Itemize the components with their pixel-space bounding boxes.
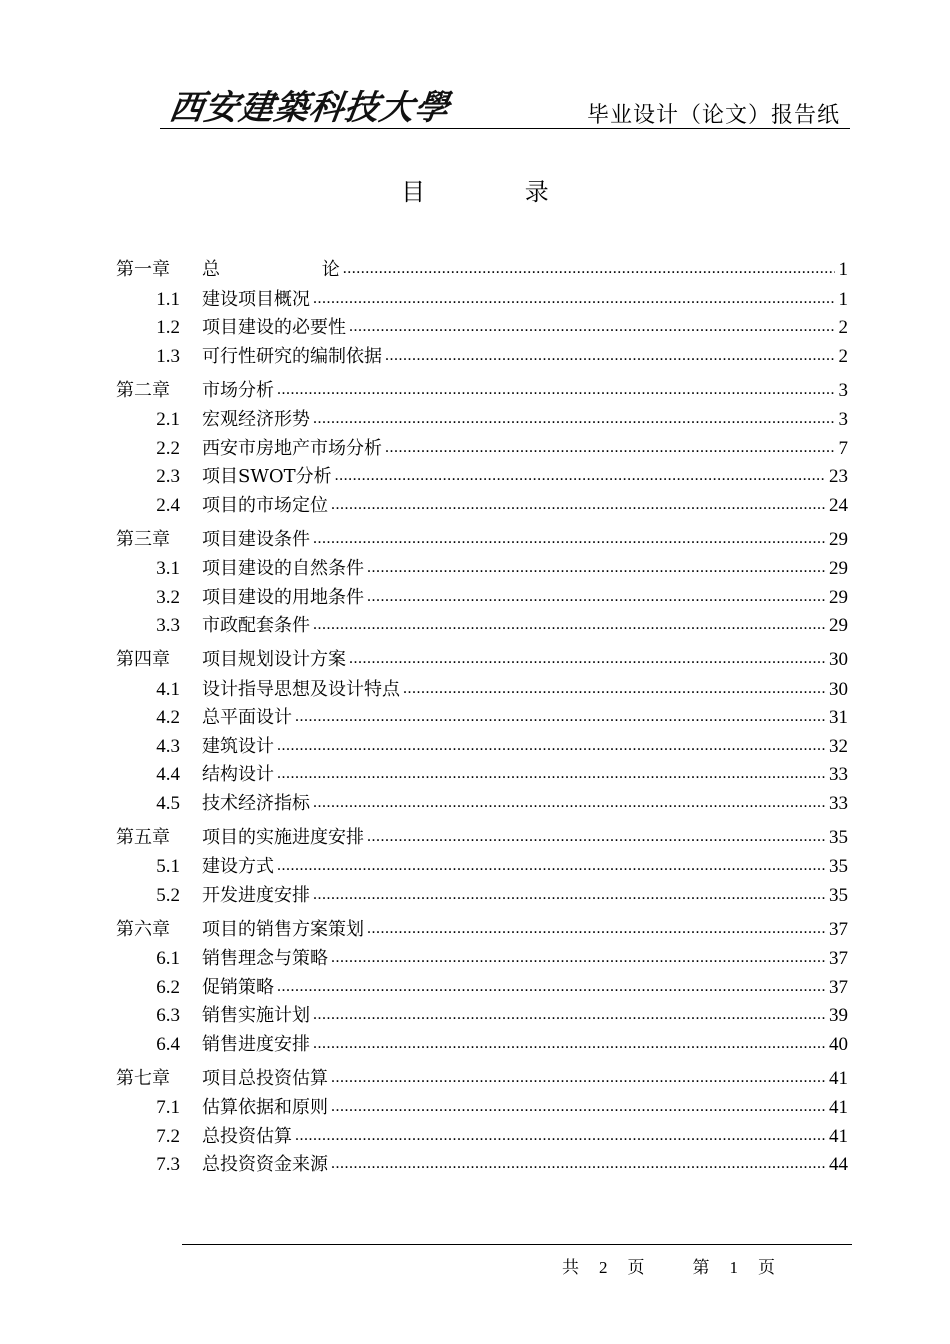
toc-section-entry xyxy=(116,786,848,815)
toc-section-number: 4.3 xyxy=(156,735,180,757)
toc-section-title: 销售理念与策略 xyxy=(202,948,328,969)
toc-dot-leader xyxy=(343,261,835,281)
toc-dot-leader xyxy=(385,348,835,368)
toc-dot-leader xyxy=(385,440,835,460)
toc-section-entry xyxy=(116,311,848,340)
toc-page-number: 3 xyxy=(838,379,848,401)
toc-page-number: 41 xyxy=(829,1097,848,1118)
toc-section-entry xyxy=(116,282,848,311)
toc-section-title: 建筑设计 xyxy=(202,735,274,757)
toc-section-entry xyxy=(116,488,848,517)
toc-section-number: 6.4 xyxy=(156,1033,180,1055)
toc-chapter-number: 第一章 xyxy=(116,259,170,280)
toc-dot-leader xyxy=(349,651,826,671)
toc-section-title: 西安市房地产市场分析 xyxy=(202,437,382,459)
toc-section-entry xyxy=(116,403,848,432)
toc-dot-leader xyxy=(349,319,835,339)
toc-page-number: 30 xyxy=(829,678,848,700)
toc-chapter-entry xyxy=(116,368,848,403)
toc-section-title: 项目建设的用地条件 xyxy=(202,586,364,608)
toc-section-title: 估算依据和原则 xyxy=(202,1097,328,1118)
toc-dot-leader xyxy=(403,681,826,701)
toc-dot-leader xyxy=(313,531,826,551)
header-title: 毕业设计（论文）报告纸 xyxy=(586,103,840,128)
toc-section-entry xyxy=(116,1119,848,1148)
toc-dot-leader xyxy=(295,1128,826,1148)
toc-page-number: 37 xyxy=(829,976,848,998)
toc-section-number: 4.5 xyxy=(156,792,180,814)
footer-total-prefix: 共 xyxy=(562,1258,579,1278)
toc-section-entry xyxy=(116,999,848,1028)
toc-section-number: 7.3 xyxy=(156,1154,180,1175)
toc-dot-leader xyxy=(277,858,826,878)
toc-dot-leader xyxy=(367,921,826,941)
toc-section-title: 技术经济指标 xyxy=(202,792,310,814)
toc-section-title: 宏观经济形势 xyxy=(202,409,310,430)
toc-page-number: 41 xyxy=(829,1125,848,1147)
footer-current-page: 1 xyxy=(729,1258,738,1277)
toc-page-number: 7 xyxy=(838,437,848,459)
toc-dot-leader xyxy=(331,497,826,517)
toc-section-number: 1.3 xyxy=(156,345,180,367)
toc-chapter-number: 第五章 xyxy=(116,826,170,848)
toc-dot-leader xyxy=(313,887,826,907)
toc-chapter-title: 项目建设条件 xyxy=(202,528,310,550)
toc-chapter-number: 第四章 xyxy=(116,649,170,670)
page-header xyxy=(160,80,850,132)
toc-dot-leader xyxy=(367,589,826,609)
toc-page-number: 32 xyxy=(829,735,848,757)
toc-page-number: 41 xyxy=(829,1067,848,1089)
footer-total-pages: 2 xyxy=(599,1258,608,1277)
toc-section-number: 3.3 xyxy=(156,615,180,636)
toc-chapter-entry xyxy=(116,815,848,850)
toc-page-number: 35 xyxy=(829,856,848,877)
toc-section-entry xyxy=(116,701,848,730)
toc-page-number: 29 xyxy=(829,558,848,579)
toc-page-number: 1 xyxy=(838,259,848,280)
toc-dot-leader xyxy=(313,411,835,431)
toc-dot-leader xyxy=(335,468,826,488)
toc-page-number: 37 xyxy=(829,948,848,969)
toc-section-entry xyxy=(116,850,848,879)
footer-current-suffix: 页 xyxy=(758,1258,775,1278)
toc-section-title: 市政配套条件 xyxy=(202,615,310,636)
toc-section-number: 7.1 xyxy=(156,1097,180,1118)
toc-dot-leader xyxy=(313,1007,826,1027)
toc-dot-leader xyxy=(277,979,826,999)
toc-page-number: 2 xyxy=(838,317,848,338)
toc-section-number: 1.2 xyxy=(156,317,180,338)
toc-page-number: 29 xyxy=(829,528,848,550)
toc-section-entry xyxy=(116,758,848,787)
toc-page-number: 35 xyxy=(829,884,848,906)
header-rule xyxy=(160,128,850,129)
toc-page-number: 1 xyxy=(838,288,848,310)
toc-section-title: 项目建设的必要性 xyxy=(202,317,346,338)
toc-section-number: 2.1 xyxy=(156,409,180,430)
toc-dot-leader xyxy=(313,291,835,311)
toc-section-number: 3.1 xyxy=(156,558,180,579)
toc-section-title: 结构设计 xyxy=(202,764,274,785)
toc-section-number: 3.2 xyxy=(156,586,180,608)
toc-section-entry xyxy=(116,672,848,701)
toc-section-entry xyxy=(116,431,848,460)
toc-page-number: 2 xyxy=(838,345,848,367)
toc-section-title: 总投资估算 xyxy=(202,1125,292,1147)
toc-dot-leader xyxy=(277,766,826,786)
toc-page-number: 35 xyxy=(829,826,848,848)
toc-dot-leader xyxy=(313,795,826,815)
toc-section-number: 4.2 xyxy=(156,707,180,728)
toc-dot-leader xyxy=(277,738,826,758)
university-logo: 西安建築科技大學 xyxy=(166,88,453,128)
toc-section-number: 4.1 xyxy=(156,678,180,700)
toc-page-number: 33 xyxy=(829,764,848,785)
toc-page-number: 33 xyxy=(829,792,848,814)
toc-page-number: 24 xyxy=(829,494,848,516)
toc-page-number: 40 xyxy=(829,1033,848,1055)
toc-chapter-title: 市场分析 xyxy=(202,379,274,401)
toc-chapter-title: 项目的销售方案策划 xyxy=(202,918,364,940)
toc-section-entry xyxy=(116,609,848,638)
toc-chapter-entry xyxy=(116,252,848,282)
toc-chapter-entry xyxy=(116,517,848,552)
toc-section-entry xyxy=(116,729,848,758)
toc-section-title: 项目SWOT分析 xyxy=(202,466,332,487)
toc-section-entry xyxy=(116,1148,848,1177)
toc-dot-leader xyxy=(331,1099,826,1119)
toc-section-title: 销售实施计划 xyxy=(202,1005,310,1026)
toc-chapter-number: 第三章 xyxy=(116,528,170,550)
toc-section-entry xyxy=(116,970,848,999)
toc-chapter-entry xyxy=(116,1056,848,1091)
toc-section-number: 5.2 xyxy=(156,884,180,906)
toc-dot-leader xyxy=(313,617,826,637)
toc-page-number: 31 xyxy=(829,707,848,728)
toc-section-number: 6.2 xyxy=(156,976,180,998)
toc-page-number: 3 xyxy=(838,409,848,430)
toc-dot-leader xyxy=(367,560,826,580)
toc-chapter-number: 第二章 xyxy=(116,379,170,401)
toc-chapter-title: 总 论 xyxy=(202,259,388,280)
toc-dot-leader xyxy=(295,709,826,729)
toc-dot-leader xyxy=(277,382,835,402)
toc-section-title: 项目的市场定位 xyxy=(202,494,328,516)
toc-section-number: 7.2 xyxy=(156,1125,180,1147)
toc-page-number: 39 xyxy=(829,1005,848,1026)
toc-section-title: 总投资资金来源 xyxy=(202,1154,328,1175)
footer-rule xyxy=(182,1244,852,1245)
toc-section-title: 销售进度安排 xyxy=(202,1033,310,1055)
toc-page-number: 29 xyxy=(829,615,848,636)
toc-chapter-title: 项目总投资估算 xyxy=(202,1067,328,1089)
toc-section-title: 总平面设计 xyxy=(202,707,292,728)
toc-section-number: 6.3 xyxy=(156,1005,180,1026)
toc-section-entry xyxy=(116,339,848,368)
toc-dot-leader xyxy=(331,950,826,970)
toc-section-entry xyxy=(116,1027,848,1056)
footer-current-prefix: 第 xyxy=(692,1258,710,1278)
toc-section-title: 建设项目概况 xyxy=(202,288,310,310)
toc-chapter-number: 第七章 xyxy=(116,1067,170,1089)
toc-section-entry xyxy=(116,552,848,581)
toc-chapter-title: 项目的实施进度安排 xyxy=(202,826,364,848)
toc-section-number: 6.1 xyxy=(156,948,180,969)
toc-chapter-title: 项目规划设计方案 xyxy=(202,649,346,670)
toc-section-entry xyxy=(116,1091,848,1120)
toc-section-title: 促销策略 xyxy=(202,976,274,998)
toc-section-number: 2.2 xyxy=(156,437,180,459)
toc-page-number: 29 xyxy=(829,586,848,608)
toc-section-entry xyxy=(116,942,848,971)
toc-page-number: 37 xyxy=(829,918,848,940)
toc-section-number: 2.3 xyxy=(156,466,180,487)
toc-dot-leader xyxy=(331,1070,826,1090)
footer-total-suffix: 页 xyxy=(627,1258,645,1278)
toc-section-title: 项目建设的自然条件 xyxy=(202,558,364,579)
toc-chapter-number: 第六章 xyxy=(116,918,170,940)
toc-page-number: 23 xyxy=(829,466,848,487)
toc-dot-leader xyxy=(313,1036,826,1056)
toc-chapter-entry xyxy=(116,637,848,672)
toc-section-title: 建设方式 xyxy=(202,856,274,877)
toc-section-entry xyxy=(116,460,848,489)
page-footer xyxy=(562,1253,775,1278)
toc-section-number: 5.1 xyxy=(156,856,180,877)
toc-section-title: 开发进度安排 xyxy=(202,884,310,906)
toc-page-number: 30 xyxy=(829,649,848,670)
toc-title xyxy=(0,172,950,207)
toc-dot-leader xyxy=(367,829,826,849)
toc-section-title: 可行性研究的编制依据 xyxy=(202,345,382,367)
toc-section-entry xyxy=(116,580,848,609)
toc-chapter-entry xyxy=(116,907,848,942)
toc-dot-leader xyxy=(331,1156,826,1176)
toc-title-text: 目 录 xyxy=(401,178,595,206)
toc-section-title: 设计指导思想及设计特点 xyxy=(202,678,400,700)
toc-section-number: 2.4 xyxy=(156,494,180,516)
toc-section-entry xyxy=(116,878,848,907)
toc-section-number: 4.4 xyxy=(156,764,180,785)
toc-page-number: 44 xyxy=(829,1154,848,1175)
toc-section-number: 1.1 xyxy=(156,288,180,310)
table-of-contents xyxy=(116,252,848,1176)
